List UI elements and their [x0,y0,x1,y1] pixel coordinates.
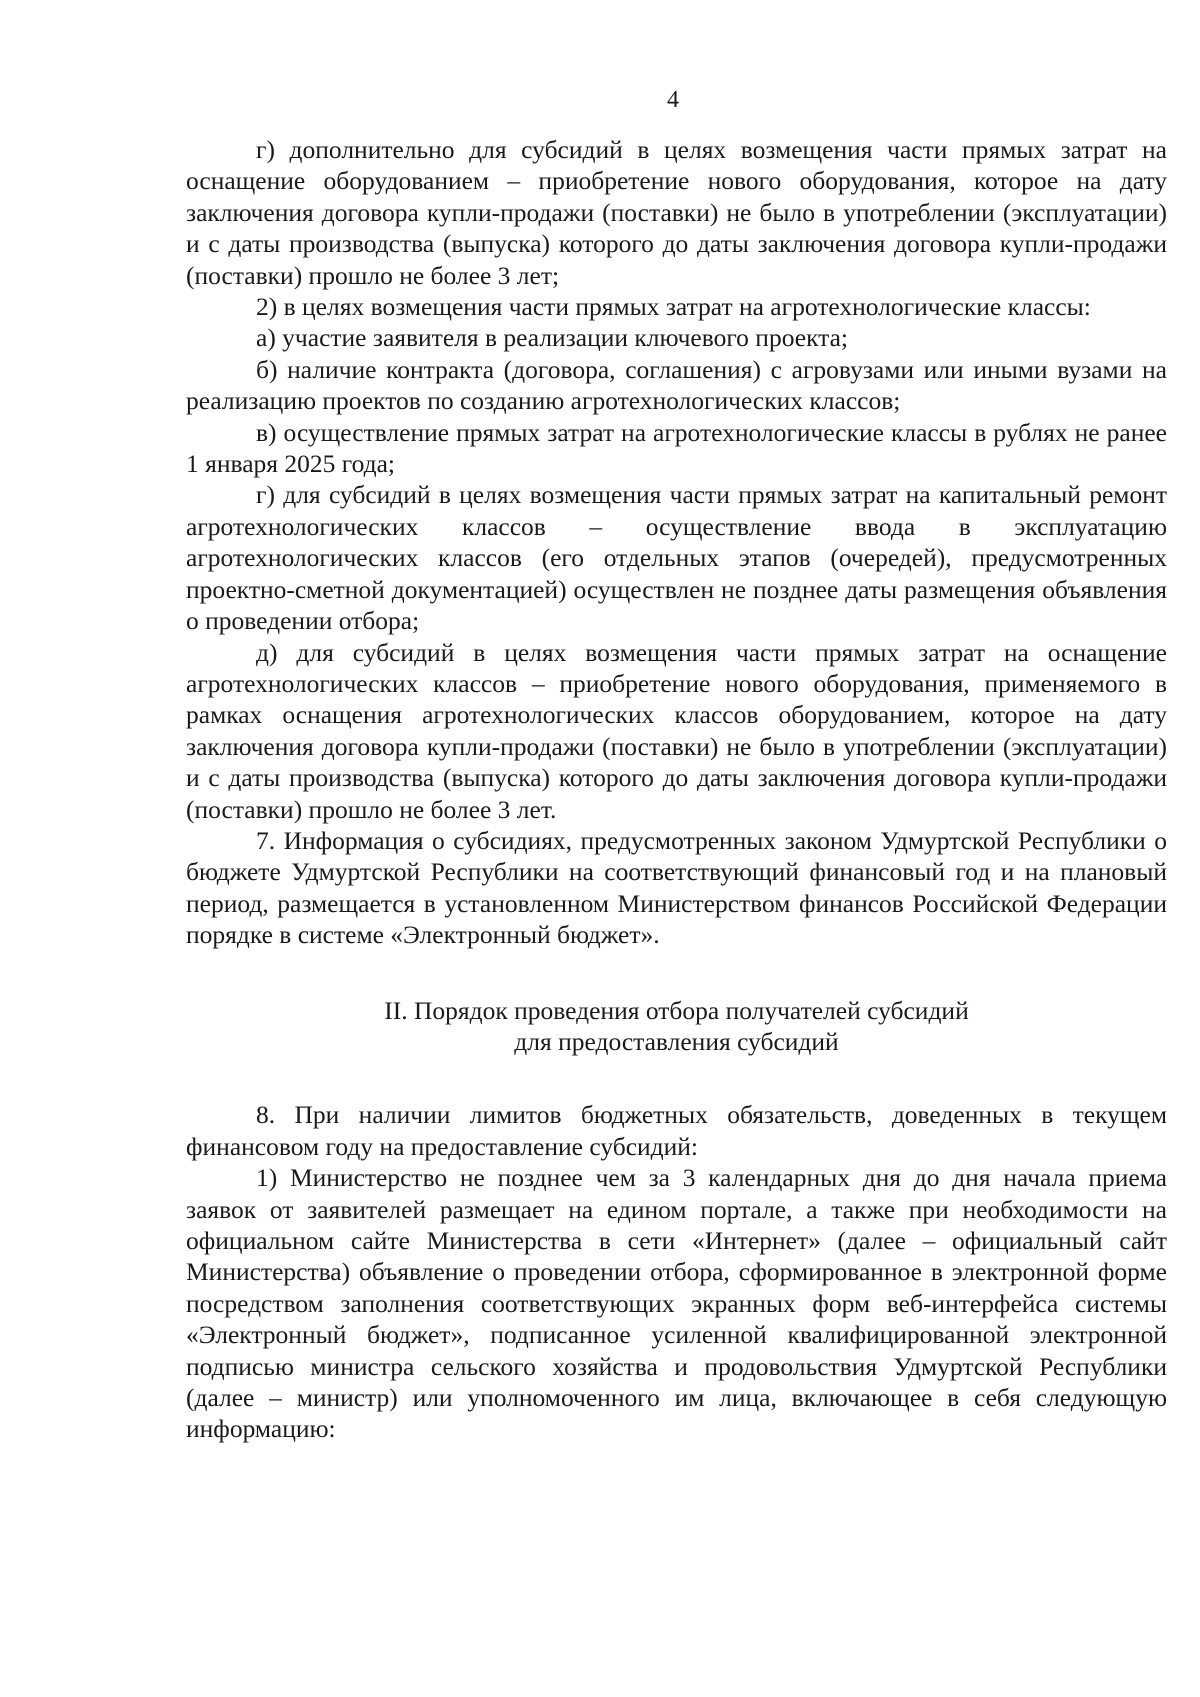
section-heading [186,995,1167,1058]
paragraph-item-1-ministry-announcement: 1) Министерство не позднее чем за 3 календарных дня до дня начала приема заявок от заявителей размещает на едином портале, а также при необходимости на официальном сайте Министерства в сети «Интернет» (далее – официальный сайт Министерства) объявление о проведении отбора, сформированное в электронной форме посредством заполнения соответствующих экранных форм веб-интерфейса системы «Электронный бюджет», подписанное усиленной квалифицированной электронной подписью министра сельского хозяйства и продовольствия Удмуртской Республики (далее – министр) или уполномоченного им лица, включающее в себя следующую информацию: [186,1163,1167,1444]
paragraph-item-d-equipping: д) для субсидий в целях возмещения части прямых затрат на оснащение агротехнологических классов – приобретение нового оборудования, применяемого в рамках оснащения агротехнологических классов оборудованием, которое на дату заключения договора купли-продажи (поставки) не было в употреблении (эксплуатации) и с даты производства (выпуска) которого до даты заключения договора купли-продажи (поставки) прошло не более 3 лет. [186,637,1167,824]
paragraph-8-budget-limits: 8. При наличии лимитов бюджетных обязательств, доведенных в текущем финансовом году на предоставление субсидий: [186,1100,1167,1161]
paragraph-item-2-agro-classes: 2) в целях возмещения части прямых затрат на агротехнологические классы: [256,292,1091,322]
section-heading-line-1: II. Порядок проведения отбора получателей субсидий [384,995,969,1025]
page-number: 4 [667,87,679,113]
section-heading-line-2: для предоставления субсидий [514,1026,839,1056]
document-body [186,134,1167,1445]
paragraph-7-subsidy-information: 7. Информация о субсидиях, предусмотренных законом Удмуртской Республики о бюджете Удмуртской Республики на соответствующий финансовый год и на плановый период, размещается в установленном Министерством финансов Российской Федерации порядке в системе «Электронный бюджет». [186,825,1167,950]
paragraph-item-g-equipment: г) дополнительно для субсидий в целях возмещения части прямых затрат на оснащение оборудованием – приобретение нового оборудования, которое на дату заключения договора купли-продажи (поставки) не было в употреблении (эксплуатации) и с даты производства (выпуска) которого до даты заключения договора купли-продажи (поставки) прошло не более 3 лет; [186,135,1167,290]
paragraph-item-v-direct-costs: в) осуществление прямых затрат на агротехнологические классы в рублях не ранее 1 января 2025 года; [186,417,1167,479]
paragraph-item-b-contract: б) наличие контракта (договора, соглашения) с агровузами или иными вузами на реализацию проектов по созданию агротехнологических классов; [186,354,1167,416]
paragraph-item-g-capital-repair: г) для субсидий в целях возмещения части прямых затрат на капитальный ремонт агротехнологических классов – осуществление ввода в эксплуатацию агротехнологических классов (его отдельных этапов (очередей), предусмотренных проектно-сметной документацией) осуществлен не позднее даты размещения объявления о проведении отбора; [186,480,1167,636]
paragraph-item-a-key-project: а) участие заявителя в реализации ключевого проекта; [256,323,848,353]
